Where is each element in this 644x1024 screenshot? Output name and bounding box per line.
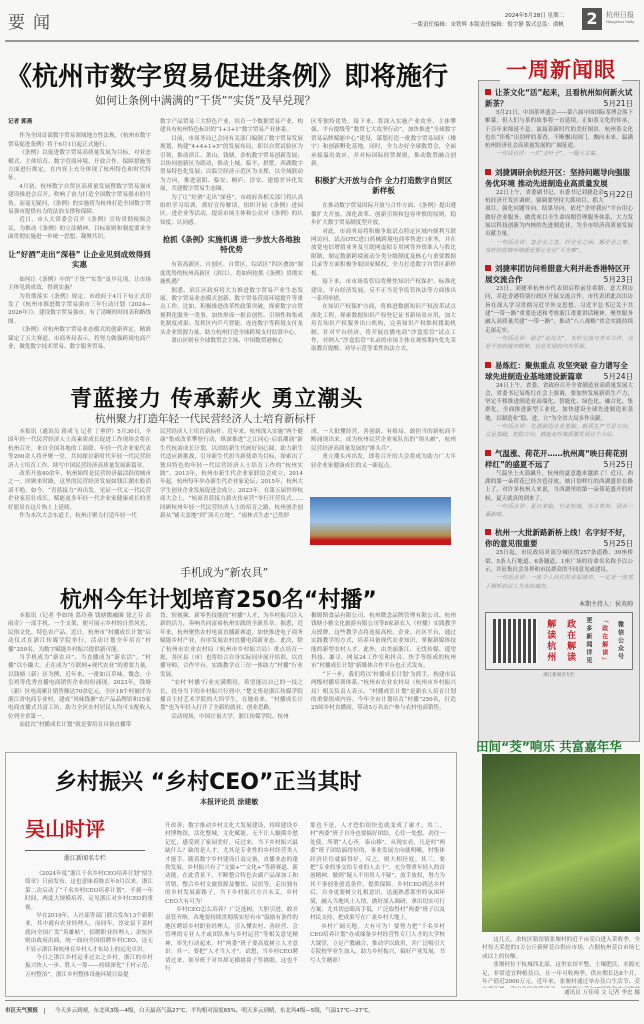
sidebar-item-body: 24日上午，省委、省政府召开全省制造业高质量发展大会，省委书记易炼红在会上强调，要加快发展新质生产力，坚定不移推进制造业高端化、智能化、绿色化、融合化、集群化，全面推进新型工业化，加快建设全球先进制造业基地，以制造业“稳、进、立”为全省大局多作贡献。 <box>485 382 633 422</box>
column-logo-sub: 浙江新闻名专栏 <box>25 850 145 862</box>
sidebar-item-body: 气温坐上火箭飙升，杭州的夏意越来越浓了！近日，西湖的第一朵荷花已经含苞待放，映日别样红的西湖盛景在路上了。对许多杭州人来说，当西湖里的第一朵荷花盛开的时候，夏天就真的到来了。 <box>485 470 633 502</box>
paragraph: 数字产品贸易三大特色产业，培育一个数据贸易产业，构建具有杭州特色标识的“1+3+1”数字贸易产业体系。 <box>160 119 303 134</box>
paragraph: 目前，市商务局已会同有关部门编制了数字贸易发展规划，构建“4+4+1+5”的发展布局，即以自贸试验区为引领，推动滨江、萧山、钱塘、余杭数字贸易创新发展；以协同创新区为联动，推动上城、临平、拱墅、西湖数字贸易特色化发展；以临空经济示范区为支撑，以全域联动为方向，推进富阳、临安、桐庐、淳安、建德差异化发展，共建数字贸易生态圈。 <box>160 135 303 193</box>
paragraph: 活动现场，中国计量大学、浙江传媒学院、杭州 <box>171 713 289 720</box>
section-name: 要闻 <box>8 13 58 33</box>
sidebar-item-headline: 刘捷调研余杭经开区：坚持问题导向强服务优环境 推动先进制造业高质量发展 <box>485 167 630 188</box>
paragraph: 为贯彻落实《条例》规定，市政府于4月下旬正式印发了《杭州市推进数字贸易强市三年行动计划（2024—2026年）》。建设数字贸易强市，有了清晰的时间表和路线图。 <box>8 293 151 325</box>
paragraph: 《条例》以促进数字贸易高质量发展为目标，对业态模式、主体培育、数字营商环境、开放合作、保障措施等方面进行规定，在内容上充分体现了杭州特色和时代特征。 <box>8 150 151 182</box>
paragraph: 那也不是，人才恐怕很快也就变成了庸才。其二，村“两委”班子自身也要搞好团结，心往一处想、劲往一处使。所谓“人心齐，泰山移”，从现实看，凡是村“两委”班子团结搞得好的，事业发展方向就明晰，村集体经济往往就搞得好，反之，则大相径庭。其三，要把“专业的事交给专业的人去干”，充分尊重年轻人的首创精神，做到“疑人不用用人不疑”，放手放权，努力为其干事创业创造条件，提供保障。乡村CEO到达乡村后，自身更要树立扎根意识，迅速熟悉那里的氛围环境，融入当地风土人情，做好深入调研，拿出切实可行方案，尤其切忌眼高手低，广泛取得村“两委”班子以及村民支持，把成果写在广袤乡村大地上。 <box>310 823 445 922</box>
paragraph: 4月初，杭州数字自贸区高质量发展暨数字贸易强市建设推进会召开，吹响了奋力打造全国数字贸易强市的号角。而毫无疑问，《条例》的实施将为杭州打造全国数字贸易强市提供有力的法治支撑和保障。 <box>8 183 151 216</box>
sidebar-news-item[interactable] <box>485 87 633 159</box>
column-logo-text: 吴山时评 <box>25 817 105 841</box>
a1-subhead-1: 让“好酒”走出“深巷” 让企业见到成效得到实惠 <box>8 249 151 269</box>
weather-label: 市区天气预报 <box>5 1008 45 1014</box>
wechat-qr-box <box>485 612 633 670</box>
paragraph: 民营经济人士培育新标杆。近年来，杭州深入实施“两个健康”集成改革攀登行动，纵深推进“之江同心·启浪潮涌”新生代杭商成长计划，以团结新生代画好同心圆，助力新生代适应新挑战，引导新生代担当新使命为目标，探索出了独具特色的年轻一代民营经济人士培育工作的“杭州实践”。2013年，杭州市新生代企业家联谊会成立；2014年起，杭州每年举办新生代企业家论坛；2015年，杭州大学生创业企业发展促进会成立；2023年，在第五届世界杭商大会上，“杭商青蓝接力薪火传承营”举行开营仪式……回顾杭州年轻一代民营经济人士的培育之路，杭州创企创新从“铺天盖地”到“顶天立地”，“雨林式生态”已然形 <box>160 429 303 520</box>
paragraph: 为了让“好酒”走出“深巷”，市政府各相关部门将认真组织学习培训，抓好宣传解读，组织开展《条例》进园区、进企业等活动，提高市场主体和公众对《条例》的认知度、认同感。 <box>160 194 303 226</box>
sidebar-item-comment: 一句话点评：夏日来临，行走杭城，怀古赏荷，别有一番韵味。 <box>485 503 633 519</box>
header-meta <box>412 12 564 30</box>
sidebar-item-title <box>485 87 633 109</box>
paragraph: 有着高新区、自创区、自贸区、综试区“四区叠加”制度优势的杭州高新区（滨江），将如何抢抓《条例》贯彻实施机遇？ <box>160 262 303 286</box>
paragraph: 作为本次大会东道主，杭州正聚力打造年轻一代 <box>19 513 137 520</box>
a1-title: 《杭州市数字贸易促进条例》即将施行 <box>6 62 449 92</box>
paragraph: 乡村广阔天地，大有可为！要努力把“千名乡村CEO培养计划”办成储备乡村经营性专门人才的大学校大课堂，立足产教融合，推动学以致用，并广泛吸引大专院校毕业生加入，助力乡村振兴，搞好产业发展，书写人生精彩！ <box>310 923 445 964</box>
paragraph: “下一步，我们将以‘村播成长计划’为抓手，构建市县两级村播培训体系。”杭州市农业农村局（杭州市乡村振兴局）相关负责人表示，“村播成长计划”是新农人培育计划的重要组成内容。今年全市计划培育“村播”250名，打造25间乡村直播间，带动5万名农户参与农村电商销售。 <box>311 671 456 712</box>
weather-footer <box>5 1000 639 1014</box>
paragraph: 勇立潮头再出发，即将召开的大会将成为助力广大年轻企业家健康成长的又一新起点。 <box>311 454 456 469</box>
paragraph: 成。一大批懂经营、善创新、有格局、敢担当的新杭商不断涌现出来，成为杭州民营企业家队伍的“领头雁”，杭州民营经济高质量发展的“排头兵”。 <box>311 429 456 452</box>
paragraph: 当手机成为“新农具”，当直播成为“新农活”，“村播”以小撬大，正在成为“互联网+现代农业”的重要力量。以钱塘（新）区为例，近年来，一批如百草味、微念、小皇鸡等优秀直播电商销售企业纷纷涌现。2023年，钱塘（新）区电商累计销售额达70余亿元，全区18个村被评为浙江省电商专业村，建成“风味钱塘”农产品品牌馆和15家电商直播式共富工坊，助力全区农村居民人均可支配收入位列全省第一。 <box>8 655 151 720</box>
weather-text: 今天多云到晴，东北风3级—4级，白天最高气温27℃，平均相对湿度65%。明天多云到晴，东北风4级—5级，气温17℃—27℃。 <box>55 1008 374 1014</box>
sidebar-item-headline: 让茶文化“活”起来，且看杭州如何新火试新茶？ <box>485 88 633 108</box>
sidebar-item-date: 5月21日 <box>603 99 633 108</box>
a3-kicker: 手机成为“新农具” <box>180 566 269 579</box>
a1-byline: 记者 郭燕 <box>8 119 33 125</box>
a4-title: 乡村振兴 “乡村CEO”正当其时 <box>55 770 362 795</box>
sidebar-item-headline: 气温涨、荷花开……杭州离“映日荷花别样红”的盛夏不远了 <box>485 448 628 469</box>
a4-col3 <box>310 822 445 990</box>
editors: 一版责任编辑：宋铁辉 本版责任编辑：倪宇静 版式总监：俞帆 <box>412 22 564 28</box>
a4-col1 <box>25 870 153 990</box>
paragraph: 货、短视频、新零售技能的“村播”人才，为乡村振兴注入新的活力，奏响共同富裕杭州实践的全新乐章。据悉，近年来，杭州聚焦农村电商直播新赛道，加快推进电子商务赋能乡村产业，有序发展农村直播电商新业态。此次，除了杭州市农业农村局（杭州市乡村振兴局）重点培育一批，各区县（市）也将结合自身实际同步展开培训，以直播导师、合作平台、实践教学点三位一体助力“村播”行业发展。 <box>160 613 303 678</box>
qr-code-icon[interactable] <box>493 619 537 663</box>
a2-title: 青蓝接力 传承薪火 勇立潮头 <box>70 387 364 412</box>
sidebar-item-date: 5月23日 <box>603 275 633 285</box>
paragraph: 这几天，余杭区瓶窑镇张堰村的近千亩茭白进入采收季，全村每天采挖的1万公斤新鲜茭白供应市场，占据杭州茭白市场七成以上的份额。 <box>482 937 640 960</box>
sidebar-item-title <box>485 527 633 549</box>
qr-text: 解读杭州 <box>545 618 556 663</box>
paragraph: 张堰村位于杭城西北部，这里农田平整，土壤肥沃，水源充足，非常适宜种植茭白，且一年可收两季，供应期长达8个月，年产值近2000万元。近年来，张堰村通过举办茭白生活节、茭 <box>482 962 640 986</box>
sidebar-news-item[interactable] <box>485 263 633 351</box>
sidebar-item-comment: 一句话点评：一座令人向往的幸福城市，一定是一座基于倾听的以人为本的城市。 <box>485 575 633 590</box>
sidebar-item-title <box>485 167 633 199</box>
sidebar-item-date: 5月24日 <box>603 371 633 381</box>
sidebar-item-date: 5月25日 <box>603 539 633 549</box>
paragraph: 椒姆斯食品有限公司、杭州微念品牌管理有限公司、杭州钱塘小雅文化旅游有限公司等8家新农人（村播）实践教学点授牌，这些教学点将连接高校、企业、社区平台，通过实践教学的方式，培养具备现代农业知识、掌握新媒体技能的新型农村人才。此外，由美丽浙江、无忧传媒、遥望科技、谦寻、网易24工作室和抖音、快手等组成的杭州市“村播成长计划”新媒体合作平台也正式发布。 <box>311 613 456 670</box>
sidebar-footnote: 浙江新闻名专栏 <box>543 672 575 678</box>
sidebar-host: 本期主持人：侯英帅 <box>578 600 633 608</box>
sidebar-news-item[interactable] <box>485 360 633 440</box>
paper-name: 杭州日报 <box>606 11 634 19</box>
paragraph: 在知识产权保护方面，将推进数据知识产权改革试点深化工程，探索数据知识产权登记证书新场景应用，加大培育知识产权服务出口机构，完善知识产权维权援助机制。针对平台经济，将开展直播电商“沙盒监管”试点工作，对纳入“沙盒监管”名录的市场主体在观察期内优先采取教育提醒、劝导示范等柔性执法方式。 <box>311 304 456 353</box>
qr-text: 更多新闻详见 <box>584 616 592 665</box>
photo-credit: 通讯员 万佳琦 文 记者 李忠 摄 <box>563 990 640 996</box>
a1-subhead-3: 积极扩大开放与合作 全力打造数字自贸区新样板 <box>314 176 453 196</box>
paragraph: 早在2019年，人社部等部门联合发布13个新职业，其中就有农业经理人。而同年，淳安县下姜村就向全国广发“英雄帖”，招聘职业经理人；余杭区则由政府出面，统一面向全国招聘乡村CEO，这无不显示浙江和杭州在乡村人才布局上的远见卓识。 <box>25 913 153 953</box>
sidebar-item-headline: 杭州一大批新路新桥上线！名字好不好，你的意见很重要 <box>485 528 630 549</box>
a1-col2 <box>160 118 303 358</box>
water-bamboo-harvest-photo <box>482 754 640 932</box>
paragraph: 升改善；数字推动乡村文化大发展建设，持续建设乡村博物馆，活化整城，文化赋能，无不让人触摸乡愁记忆，感受到了家园美好。反过来，当下乡村振兴最缺什么？缺的是人才，尤其是专业性的乡村经营类人才能手。随着数字乡村建设日益完备，直播业态的蓬勃发展，乡村振兴有了“文旅+”“文化+”等新赛道、新动能。在此背景下，不断整合特色农副产品深加工和营销，整合乡村文旅资源及餐饮、民宿等，走出独有的乡村发展新路子，当下乡村振兴方兴未艾，乡村CEO大有可为！ <box>165 823 298 905</box>
sidebar-item-body: 25日起，市民政局对部分城区的257条道路、39座桥梁、5条人行地道、6条隧道、1座广场的待命名名称予以公示，并征集社会各界和市民群众的不同意见或建议。 <box>485 550 633 573</box>
paragraph: 近日，市人大常委会召开《条例》宣传贯彻视频会议，为推动《条例》的立法精神、目标原则和制度要求全面贯彻实施进一步统一思想、凝聚共识。 <box>8 217 151 241</box>
paragraph: 区等独特优势。接下来，将深入实施产业攻坚、主体攀强、平台提级等“数贸七大攻坚行动”，加快推进“全球数字贸易品牌赋能中心”建设，谋划打造一批数字贸易园区（楼宇）和创新孵化基地。同时，全力办好全球数贸会，全面承接溢出效应，并对标国际经贸规则，推动数贸融合创新。 <box>311 119 456 168</box>
paragraph: 萧山区则有全球数贸会主场、中国数贸港核心 <box>171 337 284 344</box>
bullet-square-icon <box>485 265 491 271</box>
sidebar-item-comment: 一句话点评：一片“金叶子”，一篇大文章。 <box>496 151 601 158</box>
column-logo <box>25 813 145 862</box>
weekly-news-sidebar <box>478 80 640 742</box>
bullet-square-icon <box>485 89 491 95</box>
sidebar-item-title <box>485 448 633 470</box>
paragraph: 而此次“村播成长计划”就是要培育具备直播带 <box>19 722 132 729</box>
paragraph: 改革开放40余年，杭州始终是民营经济最活跃的城市之一。回顾来时路，这里的民营经济发展如钱江潮水般滔滔不绝。如今，“青蓝接力”再出发，见证一代又一代民营企业家茁壮成长，赋能更多年轻一代企业家健康成长的美好愿景在这片热土上延续。 <box>8 471 151 511</box>
sidebar-item-body: 23日，刘捷率杭州市代表团启程前往希腊、意大利访问，并赴香港特别行政区开展交流合作。市代表团此次出访旨在深入学习贯彻习近平外交思想、习近平总书记关于共建“一带一路”重要论述和考察浙江重要讲话精神，聚焦服务融入高质量共建“一带一路”，推动“八八战略”省会实践持续走深走实。 <box>485 286 633 334</box>
paragraph: 在推动数字贸易国际开放与合作方面，《条例》提出遵循扩大开放、深化改革、创新引领和包容审慎的原则，稳步扩大数字贸易制度型开放。 <box>311 203 456 227</box>
a4-byline: 本报评论员 涂建敏 <box>200 798 259 806</box>
paragraph: 如何让《条例》中的“干货”“实货”及早兑现，让市场主体见到成效、得到实惠？ <box>8 276 151 292</box>
a3-col2 <box>160 612 303 740</box>
sidebar-item-headline: 易炼红：聚焦重点 攻坚突破 奋力谱写全球先进制造业基地建设新篇章 <box>485 360 628 381</box>
a1-subtitle: 如何让条例中满满的“干货”“实货”及早兑现？ <box>95 94 316 107</box>
paragraph: 乡村CEO怎么培养？广泛选树，大胆引进，敢并双管齐纳。各地要持续贯彻落实好有市“鼓励有条件的地区聘请乡村职业经理人，引入懂农村、善经营、会管理的专业人才或团队参与乡村运营”等相关意见精神，率先行动起来。村“两委”班子要高度树立人才意识：其一，要把“人才当人才”。试想，当乡村CEO聘请过来，领导班子对其却足横挑鼻子竖挑眼，这也不行 <box>165 907 298 972</box>
paragraph: 《条例》对杭州数字贸易业态模式的创新界定，精准锚定了五大赛道。市商务局表示，将努力做强跨境电商产业，做优数字技术贸易、数字服务贸易、 <box>8 327 151 350</box>
conference-poster-image <box>310 497 451 545</box>
sidebar-title: 一周新闻眼 <box>500 54 622 84</box>
paper-logo <box>606 10 634 24</box>
paper-name-en: Hangzhou Daily <box>606 20 635 24</box>
sidebar-news-item[interactable] <box>485 527 633 590</box>
sidebar-news-item[interactable] <box>485 167 633 255</box>
sidebar-news-item[interactable] <box>485 448 633 520</box>
a1-subhead-2: 抢抓《条例》实施机遇 进一步放大各地独特优势 <box>162 235 301 255</box>
paragraph: 对此，市商务局将积极争取试点特定区域内便利互联网访问，试点OTC进口药械跨境电商零售进口业务，并在放宽电信增值业务及互联网虚拟专用网等外资准入与股比限制、制定数据跨境流动分类分级制度及核心与重要数据目录等方面积极争取国家赋权，全力打造数字自贸区新样板。 <box>311 228 456 277</box>
a3-title: 杭州今年计划培育250名“村播” <box>60 588 377 613</box>
paragraph: 作为全国首部数字贸易领域地方性法规，《杭州市数字贸易促进条例》将于6月1日起正式施行。 <box>8 133 151 148</box>
a2-col3 <box>311 428 456 488</box>
page-number: 2 <box>582 8 602 30</box>
header-rule <box>5 40 639 42</box>
a2-col2 <box>160 428 303 546</box>
a2-subtitle: 杭州聚力打造年轻一代民营经济人士培育新标杆 <box>95 413 316 425</box>
paragraph: 《2024年度“浙江千名乡村CEO培养计划”招生简章》日前发布，这也意味着继去年9月以来，浙江第二次启动了“千名乡村CEO培养计划”。不到一年时间，两度大规模培养，足见浙江对乡村CEO的重视。 <box>25 871 153 911</box>
sidebar-item-body: 5月21日，中国茶界盛会——第六届中国国际茶博会落下帷幕，但人们与茶的故事将一直延续，正如茶文化的传承，千百年来绵延不息。氤氲着新时代的美好图景，杭州茶文化也在“淬炼”出别样的茶香，不断飘出国门、飘向未来，温满杭州经济社会高质量发展的广阔征途。 <box>485 110 633 150</box>
photo-title: 田间“茭”响乐 共富嘉年华 <box>476 739 622 754</box>
paragraph: 今日之浙江乡村远非过去之乡村，浙江的乡村振兴快人一步、胜人一筹——持续深化“千村示范、万村整治”，浙江乡村整体设施环境日益提 <box>25 955 153 978</box>
sidebar-item-comment: 一句话点评：急企业之急、纾企业之困、解企业之难，良好的营商环境就是要让企业“不为难”。 <box>485 239 633 254</box>
sidebar-item-comment: 一句话点评：先进制造业是基础，新质生产力是方向，立足基础，把稳方向，就能走好高质量发展这个大局。 <box>485 424 633 439</box>
a1-col1 <box>8 118 151 358</box>
photo-caption <box>482 936 640 988</box>
bullet-square-icon <box>485 362 491 368</box>
paragraph: 本报讯（通讯员 蒋成飞 记者 丁垂伊）5月30日，全国年轻一代民营经济人士高素质成长促进工作现场会将在杭州召开，来自全国各地的工商联、年轻一代企业家代表等200余人将齐聚一堂，共同探讨新时代年轻一代民营经济人士培育工作，续写中国民营经济高质量发展新篇章。 <box>8 429 151 469</box>
sidebar-item-title <box>485 360 633 382</box>
bullet-square-icon <box>485 450 491 456</box>
sidebar-item-body: 22日上午，省委副书记、市委书记刘捷赴余杭经济开发区调研，强调要坚持大抓项目、抓大项目，强化问题导向、结果导向，依托“企呼我应”平台用心做好企业服务，做优项目全生命周期管理服务体系，大力发展以科技创新为内核的先进制造业，为全市经济高质量发展贡献力量。 <box>485 189 633 238</box>
qr-text: 微信公众号 <box>616 620 624 661</box>
a4-col2 <box>165 822 298 990</box>
a3-col3 <box>311 612 456 740</box>
sidebar-item-headline: 刘捷率团访问希腊意大利并赴香港特区开展交流合作 <box>485 264 630 285</box>
qr-text: 政在解读 <box>565 618 576 663</box>
sidebar-item-title <box>485 263 633 285</box>
qr-text: 「政在解读」 <box>600 616 608 665</box>
bullet-square-icon <box>485 169 491 175</box>
paragraph: 接下来，市市场监管局将聚焦知识产权保护、标准化建设、平台经济发展、反不正当竞争监管执法等方面推出一系列举措。 <box>311 279 456 302</box>
paragraph: 据悉，滨江区政府将大力推进数字贸易产业生态发展、数字贸易业态模式创新、数字贸易营商环境提升等重点工作。比如，积极推进改革性政策突破，探索数字自贸便利化服务一类事，加快形成一批首创性、引领性和集成化制度成果；发挥区内乒乓智能、连连数字等跨境支付龙头企业资源力量，助力杭州打造全球跨境支付结算中心。 <box>160 287 303 336</box>
sidebar-item-date: 5月25日 <box>603 459 633 469</box>
sidebar-item-date: 5月22日 <box>603 189 633 199</box>
a1-col3 <box>311 118 456 358</box>
bullet-square-icon <box>485 529 491 535</box>
issue-date: 2024年5月28日 星期二 <box>504 13 564 19</box>
a2-col1 <box>8 428 151 546</box>
a3-col1 <box>8 612 151 740</box>
sidebar-item-comment: 一句话点评：政企“走出去”，友好交流与务实合作，这是开放的城市精神，也是发展的内外所需。 <box>485 335 633 351</box>
paragraph: 本报讯（记者 李如纯 葛玲燕 钱塘微融圈 徐之芬 高雨奇）一部手机、一个支架，便可展示乡村的自然风光、民俗文化、特色农产品。近日，杭州市“村播成长计划”启动仪式在浙江传媒学院举行，活动计划全年培育“村播”250名，为数字赋能乡村振兴提供新可能。 <box>8 613 151 653</box>
paragraph: “农村‘村播’行业充满期待，希望能以自己的一技之长，投身当下的乡村振兴行列中。”楚文彤是浙江传媒学院播音主持艺术学院的大四学生，在她看来，“村播成长计划”也为年轻人打开了全新的就业、创业思路。 <box>160 680 303 712</box>
